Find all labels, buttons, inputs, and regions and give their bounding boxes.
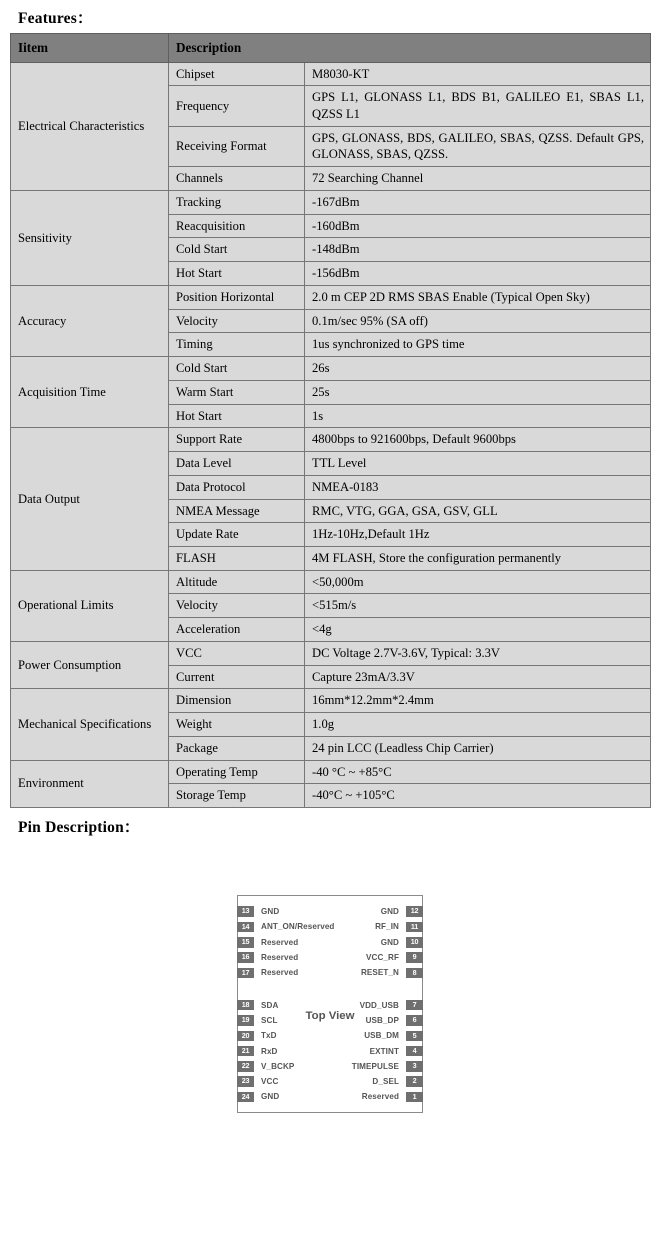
row-group-label: Operational Limits [11,570,169,641]
pin-number-badge-right: 8 [406,968,423,979]
pin-label-right: VDD_USB [359,1000,399,1010]
pin-number-badge-right: 6 [406,1015,423,1026]
spec-key: Data Protocol [169,475,305,499]
features-spec-table [10,33,651,808]
pin-number-badge-left: 19 [237,1015,254,1026]
spec-value: GPS L1, GLONASS L1, BDS B1, GALILEO E1, SBAS L1, QZSS L1 [305,86,651,126]
row-group-label: Data Output [11,428,169,570]
spec-key: Velocity [169,594,305,618]
spec-value: <50,000m [305,570,651,594]
spec-value: 1s [305,404,651,428]
pin-label-right: Reserved [361,1092,399,1102]
spec-value: -160dBm [305,214,651,238]
spec-value: 24 pin LCC (Leadless Chip Carrier) [305,736,651,760]
pin-number-badge-right: 7 [406,1000,423,1011]
pin-label-left: VCC [261,1077,279,1087]
spec-key: Reacquisition [169,214,305,238]
pin-block-upper [238,904,422,980]
spec-value: -40°C ~ +105°C [305,784,651,808]
row-group-label: Electrical Characteristics [11,62,169,190]
pin-number-badge-left: 13 [237,906,254,917]
row-group-label: Sensitivity [11,190,169,285]
spec-key: VCC [169,641,305,665]
spec-value: <515m/s [305,594,651,618]
pin-number-badge-right: 5 [406,1031,423,1042]
table-row [11,760,651,784]
spec-value: M8030-KT [305,62,651,86]
pin-block-lower [238,998,422,1105]
pin-number-badge-left: 18 [237,1000,254,1011]
table-row [11,357,651,381]
pin-label-left: SCL [261,1015,278,1025]
pin-number-badge-right: 2 [406,1076,423,1087]
spec-key: Position Horizontal [169,285,305,309]
spec-value: 2.0 m CEP 2D RMS SBAS Enable (Typical Open Sky) [305,285,651,309]
spec-key: Operating Temp [169,760,305,784]
spec-value: 4800bps to 921600bps, Default 9600bps [305,428,651,452]
spec-key: Warm Start [169,380,305,404]
row-group-label: Mechanical Specifications [11,689,169,760]
table-row [11,689,651,713]
features-heading: Features： [18,10,93,27]
spec-value: 26s [305,357,651,381]
spec-key: Support Rate [169,428,305,452]
pin-number-badge-right: 4 [406,1046,423,1057]
spec-value: GPS, GLONASS, BDS, GALILEO, SBAS, QZSS. Default GPS, GLONASS, SBAS, QZSS. [305,126,651,166]
pin-number-badge-right: 10 [406,937,423,948]
table-body [11,62,651,808]
pin-row [238,998,422,1013]
pin-label-left: TxD [261,1031,277,1041]
spec-value: -156dBm [305,262,651,286]
pin-number-badge-left: 20 [237,1031,254,1042]
spec-value: NMEA-0183 [305,475,651,499]
spec-table-container [0,33,660,808]
spec-value: <4g [305,618,651,642]
pin-label-left: Reserved [261,953,299,963]
pin-row [238,1043,422,1058]
table-header-row [11,34,651,63]
row-group-label: Accuracy [11,285,169,356]
pin-number-badge-left: 22 [237,1061,254,1072]
spec-value: 1us synchronized to GPS time [305,333,651,357]
spec-value: Capture 23mA/3.3V [305,665,651,689]
pin-label-left: GND [261,1092,280,1102]
pin-number-badge-right: 11 [406,922,423,933]
pin-label-left: RxD [261,1046,278,1056]
pin-label-right: GND [380,907,399,917]
spec-key: Timing [169,333,305,357]
spec-key: Tracking [169,190,305,214]
column-header-description: Description [169,34,651,63]
spec-key: Storage Temp [169,784,305,808]
spec-key: NMEA Message [169,499,305,523]
spec-key: Dimension [169,689,305,713]
pin-row [238,1074,422,1089]
pin-diagram-area [0,837,660,1113]
spec-value: RMC, VTG, GGA, GSA, GSV, GLL [305,499,651,523]
spec-key: Channels [169,167,305,191]
pin-number-badge-left: 24 [237,1092,254,1103]
spec-key: Update Rate [169,523,305,547]
pin-label-right: RESET_N [360,968,399,978]
pin-row [238,904,422,919]
pin-number-badge-right: 12 [406,906,423,917]
pin-label-right: GND [380,937,399,947]
spec-key: Hot Start [169,404,305,428]
table-header [11,34,651,63]
spec-key: Hot Start [169,262,305,286]
pin-label-left: Reserved [261,937,299,947]
row-group-label: Power Consumption [11,641,169,688]
pin-label-right: RF_IN [375,922,399,932]
pin-number-badge-right: 9 [406,952,423,963]
pin-number-badge-left: 23 [237,1076,254,1087]
spec-key: Acceleration [169,618,305,642]
pin-label-left: ANT_ON/Reserved [261,922,335,932]
chip-pin-rows [238,904,422,1105]
pin-description-heading: Pin Description： [18,819,140,837]
pin-number-badge-left: 21 [237,1046,254,1057]
pin-number-badge-left: 17 [237,968,254,979]
spec-value: 1.0g [305,713,651,737]
spec-value: 16mm*12.2mm*2.4mm [305,689,651,713]
pin-label-left: V_BCKP [261,1061,295,1071]
pin-row [238,1059,422,1074]
pin-number-badge-right: 3 [406,1061,423,1072]
pin-label-right: USB_DM [364,1031,399,1041]
spec-key: FLASH [169,546,305,570]
spec-key: Frequency [169,86,305,126]
pin-label-right: D_SEL [372,1077,399,1087]
pin-block-lower-wrap [238,998,422,1105]
pin-row [238,1028,422,1043]
pin-number-badge-left: 16 [237,952,254,963]
pin-label-left: Reserved [261,968,299,978]
spec-key: Cold Start [169,357,305,381]
pin-row [238,1013,422,1028]
pin-row [238,965,422,980]
spec-value: 1Hz-10Hz,Default 1Hz [305,523,651,547]
table-row [11,62,651,86]
pin-number-badge-left: 15 [237,937,254,948]
spec-key: Weight [169,713,305,737]
spec-value: 25s [305,380,651,404]
pin-label-right: TIMEPULSE [351,1061,399,1071]
spec-key: Velocity [169,309,305,333]
spec-key: Data Level [169,452,305,476]
row-group-label: Environment [11,760,169,807]
spec-value: -148dBm [305,238,651,262]
pin-row [238,1089,422,1104]
table-row [11,570,651,594]
spec-value: -40 °C ~ +85°C [305,760,651,784]
pin-row [238,919,422,934]
table-row [11,285,651,309]
spec-key: Cold Start [169,238,305,262]
spec-value: 4M FLASH, Store the configuration permanently [305,546,651,570]
pin-label-right: EXTINT [369,1046,399,1056]
spec-value: TTL Level [305,452,651,476]
pin-row [238,935,422,950]
spec-value: 0.1m/sec 95% (SA off) [305,309,651,333]
table-row [11,428,651,452]
pin-number-badge-left: 14 [237,922,254,933]
pin-label-left: GND [261,907,280,917]
spec-key: Receiving Format [169,126,305,166]
pin-block-gap [238,981,422,998]
spec-key: Altitude [169,570,305,594]
spec-key: Current [169,665,305,689]
table-row [11,190,651,214]
pin-row [238,950,422,965]
pin-label-right: USB_DP [365,1015,399,1025]
spec-value: DC Voltage 2.7V-3.6V, Typical: 3.3V [305,641,651,665]
table-row [11,641,651,665]
spec-value: -167dBm [305,190,651,214]
row-group-label: Acquisition Time [11,357,169,428]
pin-label-left: SDA [261,1000,279,1010]
column-header-item: Iitem [11,34,169,63]
pin-label-right: VCC_RF [366,953,399,963]
spec-key: Package [169,736,305,760]
spec-value: 72 Searching Channel [305,167,651,191]
spec-key: Chipset [169,62,305,86]
pin-number-badge-right: 1 [406,1092,423,1103]
top-view-label: Top View [305,1009,355,1022]
chip-outline [237,895,423,1113]
